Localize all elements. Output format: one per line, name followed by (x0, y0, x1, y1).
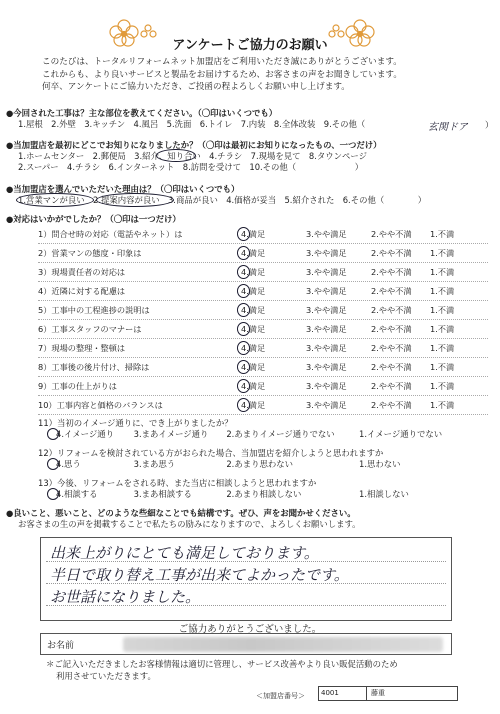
satisfaction-question: 8）工事後の後片付け、掃除は (38, 362, 150, 372)
satisfaction-question: 7）現場の整理・整頓は (38, 343, 126, 353)
selected-circle (237, 322, 250, 336)
option-4[interactable]: 4.相談する (56, 489, 98, 499)
question-satisfaction: ●対応はいかがでしたか？（〇印は一つだけ） (6, 214, 181, 224)
option-1[interactable]: 1.イメージ通りでない (359, 429, 443, 439)
scale-option-3[interactable]: 3.やや満足 (306, 343, 347, 353)
scale-option-3[interactable]: 3.やや満足 (306, 305, 347, 315)
scale-option-4[interactable]: 4.満足 (241, 229, 266, 239)
comments-section: ●良いこと、悪いこと、どのような些細なことでも結構です。ぜひ、声をお聞かせください。 お客さまの生の声を掲載することで私たちの励みになりますので、よろしくお願いします。 (6, 508, 361, 529)
option-4[interactable]: 4.思う (56, 459, 81, 469)
scale-option-4[interactable]: 4.満足 (241, 305, 266, 315)
selected-circle (47, 488, 59, 500)
scale-option-2[interactable]: 2.やや不満 (371, 343, 412, 353)
satisfaction-question: 9）工事の仕上がりは (38, 381, 117, 391)
satisfaction-row (38, 247, 488, 260)
satisfaction-row (38, 266, 488, 279)
satisfaction-question: 5）工事中の工程進捗の説明は (38, 305, 150, 315)
question-first-contact: ●当加盟店を最初にどこでお知りになりましたか？（〇印は最初にお知りになったもの、一つだけ） 1.ホームセンター 2.郵便局 3.紹介、知り合い 4.チラシ 7.現場を見て 8.タウンページ 2.スーパー 4.チラシ 6.インターネット 8.訪問を受けて 10.その他（ ） (6, 140, 494, 173)
satisfaction-row (38, 342, 488, 355)
scale-option-1[interactable]: 1.不満 (430, 286, 455, 296)
privacy-note: ＊ご記入いただきましたお客様情報は適切に管理し、サービス改善やより良い販促活動のため 利用させていただきます。 (46, 659, 398, 681)
question-work-type: ●今回された工事は？主な部位を教えてください。（〇印はいくつでも） 1.屋根 2.外壁 3.キッチン 4.風呂 5.洗面 6.トイレ 7.内装 8.全体改装 9.その他（ (6, 108, 494, 130)
option-3[interactable]: 3.まあイメージ通り (133, 429, 209, 439)
satisfaction-question: 2）営業マンの態度・印象は (38, 248, 142, 258)
scale-option-2[interactable]: 2.やや不満 (371, 229, 412, 239)
scale-option-4[interactable]: 4.満足 (241, 400, 266, 410)
scale-option-4[interactable]: 4.満足 (241, 362, 266, 372)
selected-circle (237, 360, 250, 374)
name-label: お名前 (47, 641, 75, 651)
selected-circle (237, 246, 250, 260)
reason-options[interactable]: 1.営業マンが良い 2.提案内容が良い 3.商品が良い 4.価格が妥当 5.紹介された 6.その他（ ） (18, 195, 427, 205)
scale-option-1[interactable]: 1.不満 (430, 305, 455, 315)
selected-circle (237, 303, 250, 317)
first-contact-options-row2[interactable]: 2.スーパー 4.チラシ 6.インターネット 8.訪問を受けて 10.その他（ ） (18, 162, 364, 172)
scale-option-4[interactable]: 4.満足 (241, 248, 266, 258)
member-number-label: ＜加盟店番号＞ (256, 692, 305, 700)
satisfaction-question: 6）工事スタッフのマナーは (38, 324, 142, 334)
scale-option-4[interactable]: 4.満足 (241, 267, 266, 277)
scale-option-3[interactable]: 3.やや満足 (306, 286, 347, 296)
selected-circle (237, 341, 250, 355)
selected-circle (237, 284, 250, 298)
selected-circle (16, 193, 94, 207)
thanks-text: ご協力ありがとうございました。 (178, 624, 322, 635)
scale-option-3[interactable]: 3.やや満足 (306, 267, 347, 277)
question-reason: ●当加盟店を選んでいただいた理由は？（〇印はいくつでも） 1.営業マンが良い 2.提案内容が良い 3.商品が良い 4.価格が妥当 5.紹介された 6.その他（ ） (6, 184, 494, 206)
member-name: 藤重 (371, 689, 385, 697)
satisfaction-question: 10）工事内容と価格のバランスは (38, 400, 163, 410)
satisfaction-row (38, 304, 488, 317)
selected-circle (237, 398, 250, 412)
scale-option-1[interactable]: 1.不満 (430, 324, 455, 334)
name-field[interactable] (40, 633, 452, 655)
scale-option-1[interactable]: 1.不満 (430, 248, 455, 258)
scale-option-2[interactable]: 2.やや不満 (371, 381, 412, 391)
scale-option-4[interactable]: 4.満足 (241, 286, 266, 296)
scale-option-2[interactable]: 2.やや不満 (371, 248, 412, 258)
scale-option-1[interactable]: 1.不満 (430, 400, 455, 410)
scale-option-1[interactable]: 1.不満 (430, 267, 455, 277)
option-1[interactable]: 1.相談しない (359, 489, 409, 499)
scale-option-3[interactable]: 3.やや満足 (306, 324, 347, 334)
selected-circle (237, 227, 250, 241)
question-as-imagined: 11）当初のイメージ通りに、でき上がりましたか？ 4.イメージ通り 3.まあイメージ通り 2.あまりイメージ通りでない 1.イメージ通りでない (38, 418, 443, 439)
first-contact-options-row1[interactable]: 1.ホームセンター 2.郵便局 3.紹介、知り合い 4.チラシ 7.現場を見て 8.タウンページ (18, 151, 367, 161)
scale-option-4[interactable]: 4.満足 (241, 381, 266, 391)
scale-option-1[interactable]: 1.不満 (430, 229, 455, 239)
survey-page: アンケートご協力のお願い このたびは、トータルリフォームネット加盟店をご利用いただき誠にありがとうございます。 これからも、より良いサービスと製品をお届けするため、お客さまの声をお聞きしています。 何卒、アンケートにご協力いただき、ご投函の程よろしくお願い申し上げます。 ●今回された工事は？主な部位を教えてください。（〇印はいくつでも） 1.屋根 2.外壁 3.キッチン 4.風呂 5.洗面 6.トイレ 7.内装 8.全体改装 9.その他（ 玄関ドア ） ●当加盟店を最初にどこでお知りになりましたか？（〇印は最初にお知りになったもの、一つだけ） 1.ホームセンター 2.郵便局 3.紹介、知り合い 4.チラシ 7.現場を見て 8.タウンページ 2.スーパー 4.チラシ 6.インターネット 8.訪問を受けて 10.その他（ ） ●当加盟店を選んでいただいた理由は？（〇印はいくつでも） 1.営業マンが良い 2.提案内容が良い 3.商品が良い 4.価格が妥当 5.紹介された 6.その他（ ） ●対応はいかがでしたか？（〇印は一つだけ） 1）問合せ時の対応（電話やネット）は 4.満足 3.やや満足 2.やや不満 1.不満 2）営業マンの態度・印象は 4.満足 3.やや満足 2.やや不満 1.不満 3）現場責任者の対応は 4.満足 3.やや満足 2.やや不満 1.不満 4）近隣に対する配慮は 4.満足 3.やや満足 2.やや不満 1.不満 5）工事中の工程進捗の説明は 4.満足 3.やや満足 2.やや不満 1.不満 6）工事スタッフのマナーは 4.満足 3.やや満足 2.やや不満 1.不満 7）現場の整理・整頓は 4.満足 3.やや満足 2.やや不満 1.不満 8）工事後の後片付け、掃除は 4.満足 3.やや満足 2.やや不満 1.不満 9）工事の仕上がりは 4.満足 3.やや満足 2.やや不満 1.不満 10）工事内容と価格のバランスは 4.満足 3.やや満足 2.やや不満 1.不満 11）当初のイメージ通りに、でき上がりましたか？ 4.イメージ通り 3.まあイメージ通り 2.あまりイメージ通りでない 1.イメージ通りでない 12）リフォームを検討されている方がおられた場合、当加盟店を紹介しようと思われますか 4.思う 3.まあ思う 2.あまり思わない 1.思わない 13）今後、リフォームをされる時、また当店に相談しようと思われますか 4.相談する 3.まあ相談する 2.あまり相談しない 1.相談しない ●良いこと、悪いこと、どのような些細なことでも結構です。ぜひ、声をお聞かせください。 お客さまの生の声を掲載することで私たちの励みになりますので、よろしくお願いします。 出来上がりにとても満足しております。 半日で取り替え工事が出来てよかったです。 お世話になりました。 ご協力ありがとうございました。 お名前 ＊ご記入いただきましたお客様情報は適切に管理し、サービス改善やより良い販促活動のため 利用させていただきます。 ＜加盟店番号＞ 4001 藤重 (0, 0, 500, 714)
scale-option-2[interactable]: 2.やや不満 (371, 286, 412, 296)
scale-option-4[interactable]: 4.満足 (241, 324, 266, 334)
scale-option-3[interactable]: 3.やや満足 (306, 229, 347, 239)
scale-option-3[interactable]: 3.やや満足 (306, 400, 347, 410)
satisfaction-row (38, 380, 488, 393)
member-number: 4001 (319, 687, 367, 700)
satisfaction-row (38, 323, 488, 336)
satisfaction-question: 4）近隣に対する配慮は (38, 286, 126, 296)
option-2[interactable]: 2.あまり相談しない (226, 489, 302, 499)
option-4[interactable]: 4.イメージ通り (56, 429, 114, 439)
satisfaction-row (38, 399, 488, 412)
question-consult-again: 13）今後、リフォームをされる時、また当店に相談しようと思われますか 4.相談する 3.まあ相談する 2.あまり相談しない 1.相談しない (38, 478, 409, 499)
redacted-name (123, 637, 443, 652)
member-number-box (318, 686, 458, 701)
scale-option-2[interactable]: 2.やや不満 (371, 267, 412, 277)
selected-circle (47, 458, 59, 470)
scale-option-2[interactable]: 2.やや不満 (371, 324, 412, 334)
satisfaction-row (38, 228, 488, 241)
scale-option-2[interactable]: 2.やや不満 (371, 305, 412, 315)
scale-option-3[interactable]: 3.やや満足 (306, 362, 347, 372)
scale-option-1[interactable]: 1.不満 (430, 381, 455, 391)
satisfaction-row (38, 361, 488, 374)
satisfaction-question: 1）問合せ時の対応（電話やネット）は (38, 229, 183, 239)
scale-option-1[interactable]: 1.不満 (430, 362, 455, 372)
scale-option-1[interactable]: 1.不満 (430, 343, 455, 353)
scale-option-3[interactable]: 3.やや満足 (306, 381, 347, 391)
intro-text: このたびは、トータルリフォームネット加盟店をご利用いただき誠にありがとうございます。 これからも、より良いサービスと製品をお届けするため、お客さまの声をお聞きしています。 何卒、アンケートにご協力いただき、ご投函の程よろしくお願い申し上げます。 (42, 57, 402, 92)
comment-line-2: 半日で取り替え工事が出来てよかったです。 (50, 566, 349, 584)
question-recommend: 12）リフォームを検討されている方がおられた場合、当加盟店を紹介しようと思われますか 4.思う 3.まあ思う 2.あまり思わない 1.思わない (38, 448, 401, 469)
selected-circle (237, 265, 250, 279)
scale-option-2[interactable]: 2.やや不満 (371, 362, 412, 372)
option-2[interactable]: 2.あまりイメージ通りでない (226, 429, 335, 439)
handwritten-other-work: 玄関ドア (428, 122, 468, 133)
selected-circle (96, 193, 174, 207)
scale-option-3[interactable]: 3.やや満足 (306, 248, 347, 258)
page-title: アンケートご協力のお願い (172, 38, 328, 53)
work-type-options[interactable]: 1.屋根 2.外壁 3.キッチン 4.風呂 5.洗面 6.トイレ 7.内装 8.全体改装 9.その他（ (18, 119, 366, 129)
comment-line-3: お世話になりました。 (50, 588, 201, 606)
option-3[interactable]: 3.まあ相談する (133, 489, 192, 499)
option-1[interactable]: 1.思わない (359, 459, 401, 469)
scale-option-4[interactable]: 4.満足 (241, 343, 266, 353)
selected-circle (47, 428, 59, 440)
option-2[interactable]: 2.あまり思わない (226, 459, 293, 469)
satisfaction-row (38, 285, 488, 298)
scale-option-2[interactable]: 2.やや不満 (371, 400, 412, 410)
satisfaction-question: 3）現場責任者の対応は (38, 267, 126, 277)
selected-circle (156, 149, 196, 162)
comment-line-1: 出来上がりにとても満足しております。 (50, 544, 319, 562)
selected-circle (237, 379, 250, 393)
option-3[interactable]: 3.まあ思う (133, 459, 176, 469)
